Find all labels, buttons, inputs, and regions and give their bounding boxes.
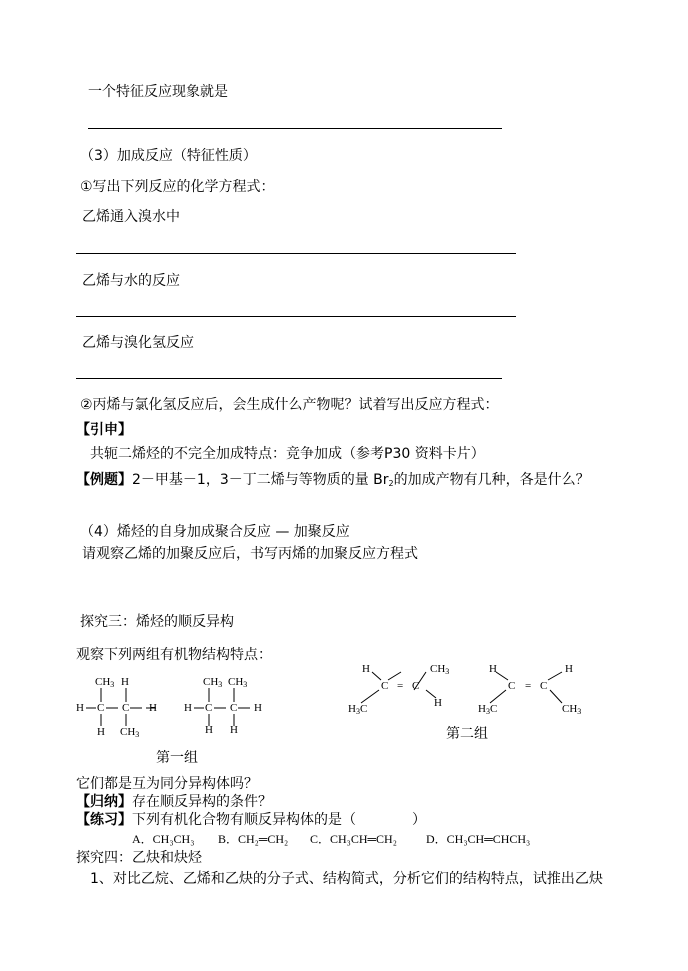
item2-propene-hcl: ②丙烯与氯化氢反应后，会生成什么产物呢？试着写出反应方程式： (80, 397, 499, 413)
section4-heading: （4）烯烃的自身加成聚合反应 — 加聚反应 (80, 524, 350, 540)
atom-h: H (184, 702, 192, 714)
atom-c: C (508, 680, 516, 692)
atom-c: C (205, 702, 213, 714)
atom-h: H (565, 663, 573, 675)
reaction-bromine-water: 乙烯通入溴水中 (82, 209, 180, 225)
example-text-a: 2－甲基－1，3－丁二烯与等物质的量 Br (132, 472, 389, 488)
example-sub: 2 (388, 479, 394, 488)
option-b: B．CH₂═CH₂ (218, 832, 289, 846)
phenomenon-prompt: 一个特征反应现象就是 (88, 84, 228, 100)
atom-h3c: $H_3C$ (478, 703, 498, 716)
practice-label: 【练习】 (76, 812, 132, 828)
extension-label: 【引申】 (76, 422, 132, 438)
practice-line (76, 812, 426, 828)
atom-h: H (230, 724, 238, 736)
summary-text: 存在顺反异构的条件？ (132, 794, 272, 810)
practice-text: 下列有机化合物有顺反异构体的是（ ） (132, 812, 426, 828)
atom-h: H (97, 726, 105, 738)
atom-h: H (149, 702, 157, 714)
reaction-water: 乙烯与水的反应 (82, 273, 180, 289)
atom-c: C (97, 702, 105, 714)
summary-line (76, 794, 272, 810)
atom-c: C (412, 680, 420, 692)
atom-h: H (489, 663, 497, 675)
item1-instruction: ①写出下列反应的化学方程式： (80, 179, 275, 195)
double-bond: = (525, 680, 532, 692)
atom-ch3: $CH_3$ (430, 663, 450, 676)
example-label: 【例题】 (76, 472, 132, 488)
option-d: D．CH₃CH═CHCH₃ (426, 832, 531, 846)
atom-ch3: $CH_3$ (203, 676, 223, 689)
option-a: A．CH₃CH₃ (132, 832, 195, 846)
observe-text: 观察下列两组有机物结构特点： (76, 647, 272, 663)
atom-c: C (381, 680, 389, 692)
atom-h: H (254, 702, 262, 714)
example-text-b: 的加成产物有几种，各是什么？ (393, 472, 590, 488)
atom-ch3: $CH_3$ (120, 726, 140, 739)
question-isomers: 它们都是互为同分异构体吗？ (76, 776, 258, 792)
atom-h: H (434, 697, 442, 709)
atom-ch3: $CH_3$ (562, 703, 582, 716)
option-c: C．CH₃CH═CH₂ (310, 832, 397, 846)
atom-h: H (76, 702, 84, 714)
atom-c: C (122, 702, 130, 714)
extension-text: 共轭二烯烃的不完全加成特点：竞争加成（参考P30 资料卡片） (90, 446, 485, 462)
atom-h: H (121, 676, 129, 688)
group2-label: 第二组 (446, 726, 488, 742)
atom-c: C (540, 680, 548, 692)
atom-c: C (230, 702, 238, 714)
atom-ch3: $CH_3$ (228, 676, 248, 689)
summary-label: 【归纳】 (76, 794, 132, 810)
explore4-item1: 1、对比乙烷、乙烯和乙炔的分子式、结构简式，分析它们的结构特点，试推出乙炔 (90, 871, 603, 887)
atom-ch3: $CH_3$ (95, 676, 115, 689)
section4-instruction: 请观察乙烯的加聚反应后，书写丙烯的加聚反应方程式 (82, 546, 418, 562)
explore3-title: 探究三：烯烃的顺反异构 (80, 614, 234, 630)
double-bond: = (397, 680, 404, 692)
atom-h: H (362, 663, 370, 675)
explore4-title: 探究四：乙炔和炔烃 (76, 850, 202, 866)
section3-heading: （3）加成反应（特征性质） (80, 148, 257, 164)
atom-h: H (205, 724, 213, 736)
group1-label: 第一组 (156, 750, 198, 766)
reaction-hbr: 乙烯与溴化氢反应 (82, 335, 194, 351)
atom-h3c: $H_3C$ (348, 703, 368, 716)
